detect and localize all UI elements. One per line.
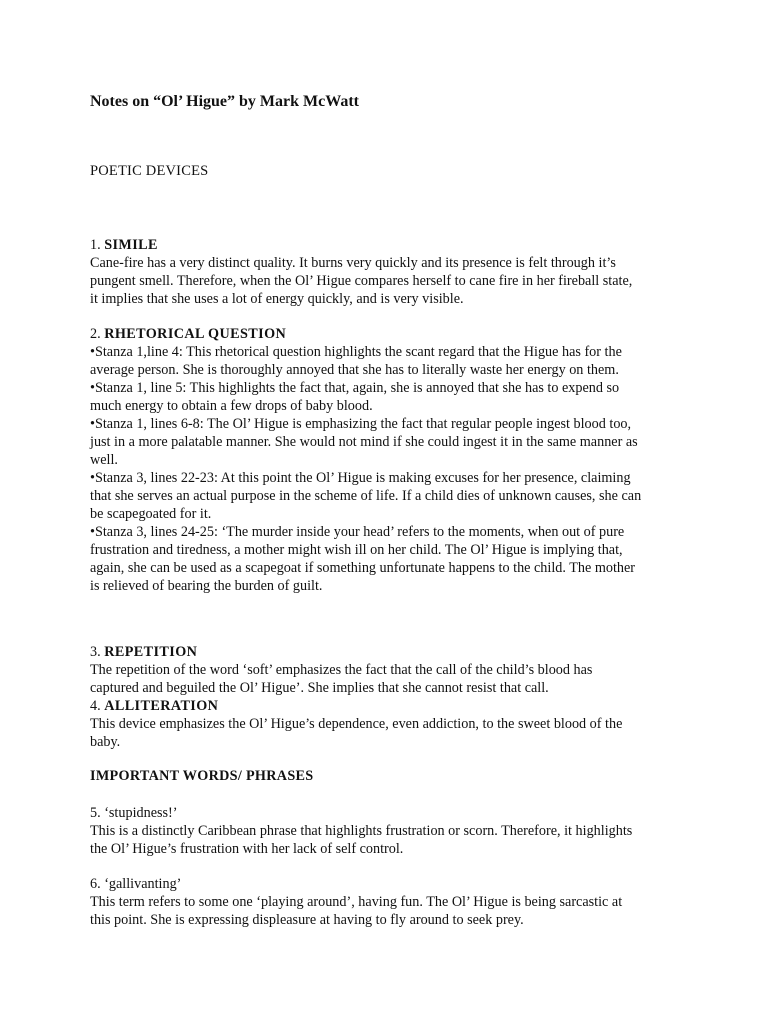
section-name: ALLITERATION [104,698,219,714]
body-line: this point. She is expressing displeasure at having to fly around to seek prey. [90,912,524,928]
section-number: 3. [90,644,101,660]
section-body [90,715,690,751]
section-number: 4. [90,698,101,714]
section-simile [90,236,690,308]
body-line: average person. She is thoroughly annoyed that she has to literally waste her energy on them. [90,362,619,378]
section-body [90,661,690,697]
section-repetition [90,643,690,697]
body-line: •Stanza 1, lines 6-8: The Ol’ Higue is emphasizing the fact that regular people ingest blood too, [90,416,632,432]
word-entry-body [90,822,690,858]
body-line: is relieved of bearing the burden of guilt. [90,578,323,594]
body-line: •Stanza 3, lines 22-23: At this point the Ol’ Higue is making excuses for her presence, claiming [90,470,631,486]
body-line: well. [90,452,118,468]
body-line: be scapegoated for it. [90,506,212,522]
section-name: RHETORICAL QUESTION [104,326,287,342]
section-alliteration [90,697,690,751]
body-line: The repetition of the word ‘soft’ emphasizes the fact that the call of the child’s blood has [90,662,593,678]
body-line: again, she can be used as a scapegoat if something unfortunate happens to the child. The mother [90,560,635,576]
word-entry-heading: 6. ‘gallivanting’ [90,876,182,892]
body-line: baby. [90,734,121,750]
section-name: SIMILE [104,237,158,253]
section-name: REPETITION [104,644,198,660]
section-heading [90,643,690,661]
section-number: 2. [90,326,101,342]
poetic-devices-heading: POETIC DEVICES [90,163,209,179]
word-entry-heading: 5. ‘stupidness!’ [90,805,178,821]
document-title: Notes on “Ol’ Higue” by Mark McWatt [90,93,360,110]
body-line: This device emphasizes the Ol’ Higue’s dependence, even addiction, to the sweet blood of the [90,716,623,732]
section-heading [90,697,690,715]
section-heading [90,325,690,343]
body-line: the Ol’ Higue’s frustration with her lack of self control. [90,841,404,857]
section-heading [90,236,690,254]
body-line: pungent smell. Therefore, when the Ol’ Higue compares herself to cane fire in her fireball state, [90,273,633,289]
body-line: •Stanza 1,line 4: This rhetorical question highlights the scant regard that the Higue has for the [90,344,622,360]
body-line: Cane-fire has a very distinct quality. It burns very quickly and its presence is felt through it’s [90,255,616,271]
body-line: that she serves an actual purpose in the scheme of life. If a child dies of unknown causes, she can [90,488,642,504]
body-line: This term refers to some one ‘playing around’, having fun. The Ol’ Higue is being sarcastic at [90,894,623,910]
body-line: This is a distinctly Caribbean phrase that highlights frustration or scorn. Therefore, it highlights [90,823,633,839]
body-line: •Stanza 1, line 5: This highlights the fact that, again, she is annoyed that she has to expend so [90,380,620,396]
section-number: 1. [90,237,101,253]
word-entry-body [90,893,690,929]
body-line: just in a more palatable manner. She would not mind if she could ingest it in the same manner as [90,434,638,450]
body-line: it implies that she uses a lot of energy quickly, and is very visible. [90,291,464,307]
word-entry-gallivanting [90,875,690,929]
section-rhetorical-question [90,325,690,595]
body-line: much energy to obtain a few drops of baby blood. [90,398,373,414]
important-words-heading: IMPORTANT WORDS/ PHRASES [90,768,314,784]
word-entry-stupidness [90,804,690,858]
section-body [90,343,690,595]
section-body [90,254,690,308]
body-line: •Stanza 3, lines 24-25: ‘The murder inside your head’ refers to the moments, when out of pure [90,524,625,540]
body-line: frustration and tiredness, a mother might wish ill on her child. The Ol’ Higue is implying that, [90,542,623,558]
body-line: captured and beguiled the Ol’ Higue’. She implies that she cannot resist that call. [90,680,549,696]
